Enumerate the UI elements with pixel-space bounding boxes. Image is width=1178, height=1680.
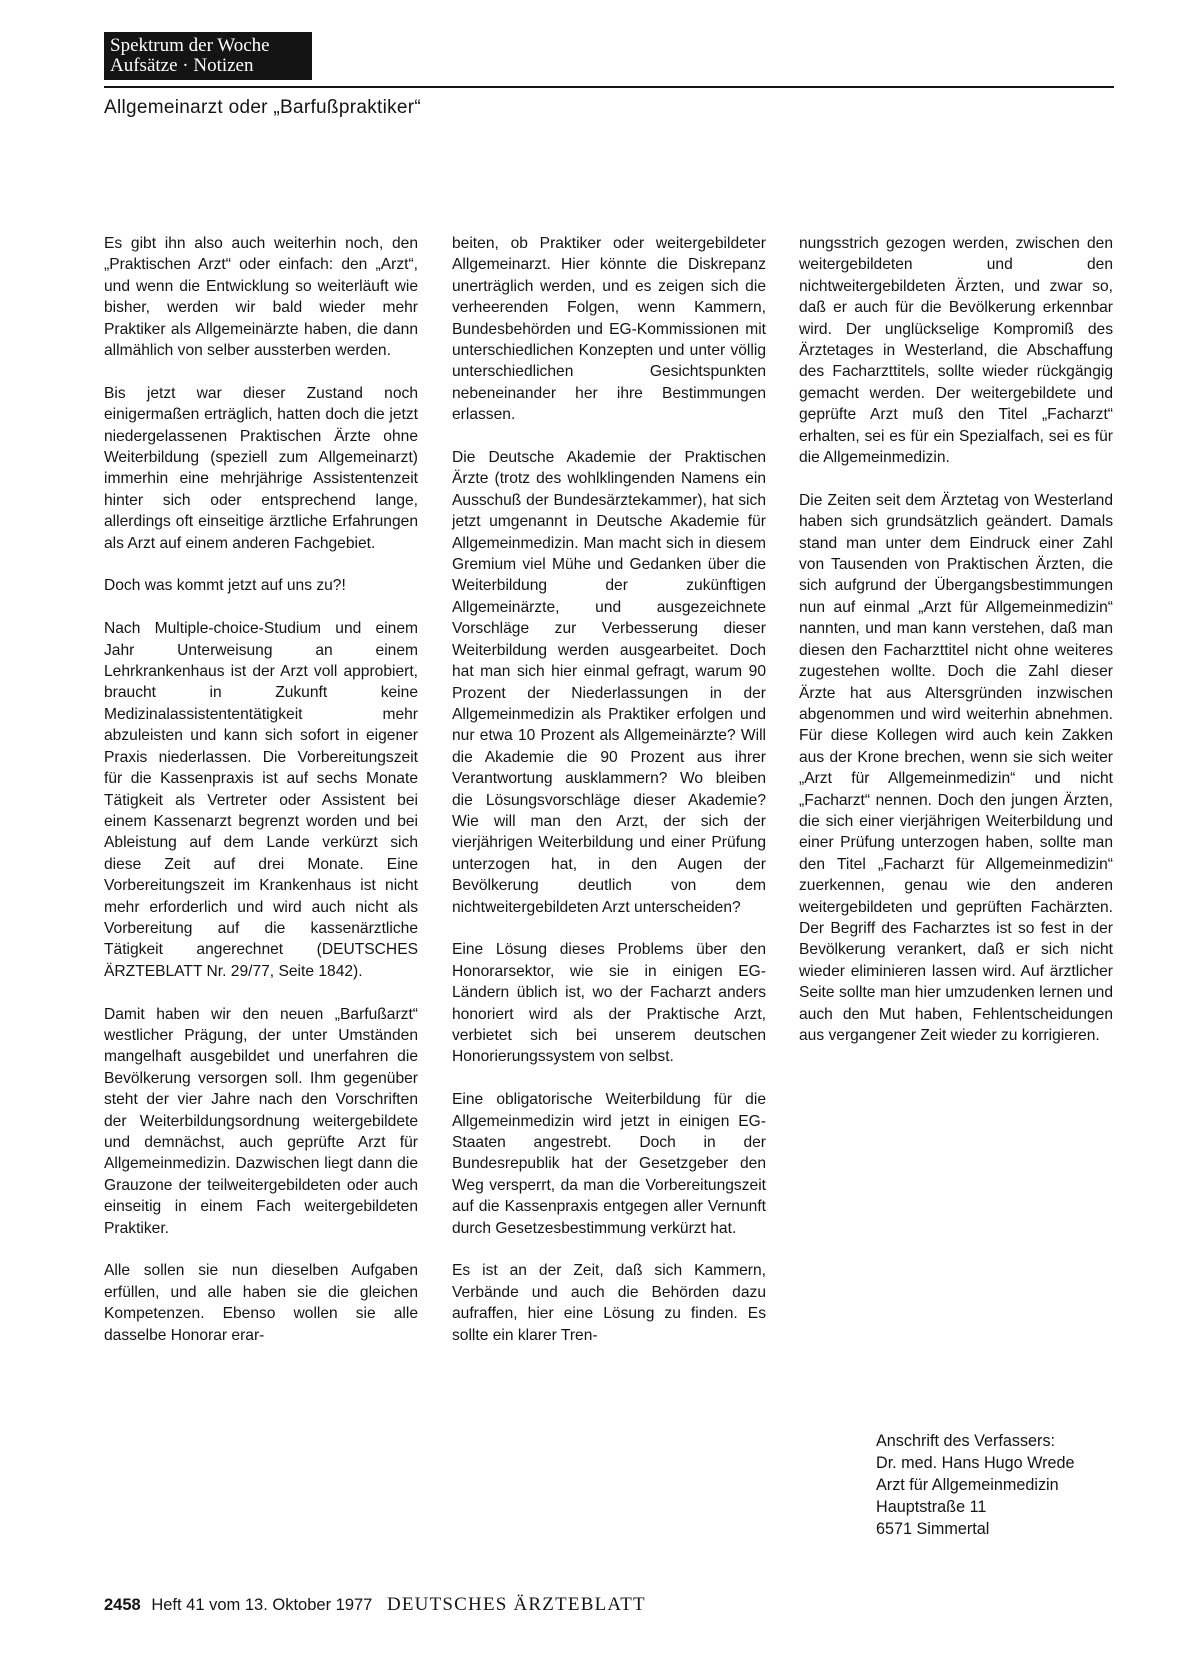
page-number: 2458 bbox=[104, 1596, 141, 1614]
author-street: Hauptstraße 11 bbox=[876, 1498, 987, 1516]
header-rule bbox=[104, 86, 1114, 88]
author-title: Arzt für Allgemeinmedizin bbox=[876, 1476, 1059, 1494]
text-column-3 bbox=[799, 233, 1113, 1068]
paragraph: Es gibt ihn also auch weiterhin noch, den „Praktischen Arzt“ oder einfach: den „Arzt“, und wenn die Entwicklung so weiterläuft wie bisher, werden wir bald wieder mehr Praktiker als Allgemeinärzte haben, die dann allmählich von selber aussterben werden. bbox=[104, 235, 418, 360]
author-city: 6571 Simmertal bbox=[876, 1520, 990, 1538]
journal-name: DEUTSCHES ÄRZTEBLATT bbox=[386, 1594, 646, 1615]
paragraph: Alle sollen sie nun dieselben Aufgaben erfüllen, und alle haben sie die gleichen Kompetenzen. Ebenso wollen sie alle dasselbe Honorar erar- bbox=[104, 1262, 418, 1344]
paragraph: Die Deutsche Akademie der Praktischen Ärzte (trotz des wohlklingenden Namens ein Ausschuß der Bundesärztekammer), hat sich jetzt umgenannt in Deutsche Akademie für Allgemeinmedizin. Man macht sich in diesem Gremium viel Mühe und Gedanken über die Weiterbildung der zukünftigen Allgemeinärzte, und ausgezeichnete Vorschläge zur Verbesserung dieser Weiterbildung werden ausgearbeitet. Doch hat man sich hier einmal gefragt, warum 90 Prozent der Niederlassungen in der Allgemeinmedizin als Praktiker erfolgen und nur etwa 10 Prozent als Allgemeinärzte? Will die Akademie die 90 Prozent aus ihrer Verantwortung ausklammern? Wo bleiben die Lösungsvorschläge dieser Akademie? Wie will man den Arzt, der sich der vierjährigen Weiterbildung und einer Prüfung unterzogen hat, in den Augen der Bevölkerung deutlich von dem nichtweitergebildeten Arzt unterscheiden? bbox=[452, 449, 766, 916]
article-title: Allgemeinarzt oder „Barfußpraktiker“ bbox=[104, 97, 422, 118]
section-label-line-2: Aufsätze · Notizen bbox=[110, 55, 254, 76]
author-address bbox=[876, 1430, 1116, 1540]
section-label-line-1: Spektrum der Woche bbox=[110, 35, 270, 56]
paragraph: Eine obligatorische Weiterbildung für die Allgemeinmedizin wird jetzt in einigen EG-Staaten angestrebt. Doch in der Bundesrepublik hat der Gesetzgeber den Weg versperrt, da man die Vorbereitungszeit auf die Kassenpraxis entgegen aller Vernunft durch Gesetzesbestimmung verkürzt hat. bbox=[452, 1091, 766, 1237]
paragraph: Die Zeiten seit dem Ärztetag von Westerland haben sich grundsätzlich geändert. Damals stand man unter dem Eindruck einer Zahl von Tausenden von Praktischen Ärzten, die sich aufgrund der Übergangsbestimmungen nun auf einmal „Arzt für Allgemeinmedizin“ nannten, und man kann verstehen, daß man diesen den Facharzttitel nicht ohne weiteres zugestehen wollte. Doch die Zahl dieser Ärzte hat aus Altersgründen inzwischen abgenommen und wird weiterhin abnehmen. Für diese Kollegen wird auch kein Zakken aus der Krone brechen, wenn sie sich weiter „Arzt für Allgemeinmedizin“ und nicht „Facharzt“ nennen. Doch den jungen Ärzten, die sich einer vierjährigen Weiterbildung und einer Prüfung unterzogen haben, sollte man den Titel „Facharzt für Allgemeinmedizin“ zuerkennen, genau wie den anderen weitergebildeten und geprüften Fachärzten. Der Begriff des Facharztes ist so fest in der Bevölkerung verankert, daß er sich nicht wieder eliminieren lassen wird. Auf ärztlicher Seite sollte man hier umzudenken lernen und auch den Mut haben, Fehlentscheidungen aus vergangener Zeit wieder zu korrigieren. bbox=[799, 491, 1113, 1045]
paragraph: Es ist an der Zeit, daß sich Kammern, Verbände und auch die Behörden dazu aufraffen, hier eine Lösung zu finden. Es sollte ein klarer Tren- bbox=[452, 1262, 766, 1344]
page-footer bbox=[104, 1594, 646, 1616]
section-label bbox=[104, 32, 312, 80]
paragraph: Damit haben wir den neuen „Barfußarzt“ westlicher Prägung, der unter Umständen mangelhaft ausgebildet und unerfahren die Bevölkerung versorgen soll. Ihm gegenüber steht der vier Jahre nach den Vorschriften der Weiterbildungsordnung weitergebildete und demnächst, auch geprüfte Arzt für Allgemeinmedizin. Dazwischen liegt dann die Grauzone der teilweitergebildeten oder auch einseitig in einem Fach weitergebildeten Praktiker. bbox=[104, 1005, 418, 1237]
paragraph: Nach Multiple-choice-Studium und einem Jahr Unterweisung an einem Lehrkrankenhaus ist der Arzt voll approbiert, braucht in Zukunft keine Medizinalassistententätigkeit mehr abzuleisten und kann sich sofort in eigener Praxis niederlassen. Die Vorbereitungszeit für die Kassenpraxis ist auf sechs Monate Tätigkeit als Vertreter oder Assistent bei einem Kassenarzt begrenzt worden und bei Ableistung auf dem Lande verkürzt sich diese Zeit auf drei Monate. Eine Vorbereitungszeit im Krankenhaus ist nicht mehr erforderlich und wird auch nicht als Vorbereitung auf die kassenärztliche Tätigkeit angerechnet (DEUTSCHES ÄRZTEBLATT Nr. 29/77, Seite 1842). bbox=[104, 620, 418, 980]
paragraph: beiten, ob Praktiker oder weitergebildeter Allgemeinarzt. Hier könnte die Diskrepanz unerträglich werden, und es zeigen sich die verheerenden Folgen, wenn Kammern, Bundesbehörden und EG-Kommissionen mit unterschiedlichen Konzepten und unter völlig unterschiedlichen Gesichtspunkten nebeneinander her ihre Bestimmungen erlassen. bbox=[452, 235, 766, 424]
text-column-1 bbox=[104, 233, 418, 1367]
paragraph: nungsstrich gezogen werden, zwischen den weitergebildeten und den nichtweitergebildeten Ärzten, und zwar so, daß er auch für die Bevölkerung erkennbar wird. Der unglückselige Kompromiß des Ärztetages in Westerland, die Abschaffung des Facharzttitels, sollte wieder rückgängig gemacht werden. Der weitergebildete und geprüfte Arzt muß den Titel „Facharzt“ erhalten, sei es für ein Spezialfach, sei es für die Allgemeinmedizin. bbox=[799, 235, 1113, 467]
author-address-heading: Anschrift des Verfassers: bbox=[876, 1432, 1056, 1450]
text-column-2 bbox=[452, 233, 766, 1367]
paragraph: Bis jetzt war dieser Zustand noch einigermaßen erträglich, hatten doch die jetzt niedergelassenen Praktischen Ärzte ohne Weiterbildung (speziell zum Allgemeinarzt) immerhin eine mehrjährige Assistentenzeit hinter sich oder entsprechend lange, allerdings oft einseitige ärztliche Erfahrungen als Arzt auf einem anderen Fachgebiet. bbox=[104, 384, 418, 552]
paragraph: Eine Lösung dieses Problems über den Honorarsektor, wie sie in einigen EG-Ländern üblich ist, wo der Facharzt anders honoriert wird als der Praktische Arzt, verbietet sich bei unserem deutschen Honorierungssystem von selbst. bbox=[452, 941, 766, 1066]
author-name: Dr. med. Hans Hugo Wrede bbox=[876, 1454, 1075, 1472]
issue-info: Heft 41 vom 13. Oktober 1977 bbox=[151, 1596, 373, 1614]
paragraph: Doch was kommt jetzt auf uns zu?! bbox=[104, 577, 346, 595]
